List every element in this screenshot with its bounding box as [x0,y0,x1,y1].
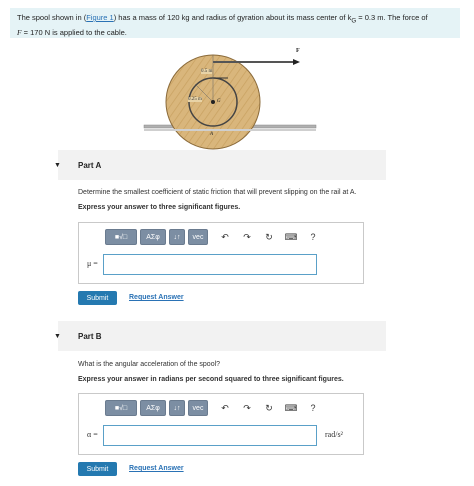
force-label: F [296,48,300,54]
part-a-question: Determine the smallest coefficient of static friction that will prevent slipping on the rail at A. [78,189,357,196]
symbols-button[interactable]: ΑΣφ [140,229,166,245]
undo-icon[interactable]: ↶ [221,402,229,413]
outer-radius-label: 0.5 m [201,69,213,74]
templates-button[interactable]: ■√□ [105,400,137,416]
reset-icon[interactable]: ↻ [265,402,273,413]
part-a-instruction: Express your answer to three significant figures. [78,204,241,211]
unit-label: rad/s² [325,430,343,439]
contact-label: A [210,132,214,137]
keyboard-icon[interactable]: ⌨ [284,402,298,413]
equation-toolbar [105,400,321,416]
part-a-header[interactable] [54,150,386,180]
part-a-submit-button[interactable]: Submit [78,291,117,305]
keyboard-icon[interactable]: ⌨ [284,231,298,242]
mu-label: μ = [87,259,98,268]
redo-icon[interactable]: ↷ [243,402,251,413]
help-icon[interactable]: ? [310,232,316,242]
mu-input[interactable] [103,254,317,275]
force-var: F [17,27,22,37]
spool-figure [140,44,320,152]
part-b-title: Part B [78,331,102,341]
part-b-question: What is the angular acceleration of the spool? [78,361,221,368]
problem-text-2: ) has a mass of 120 kg and radius of gyration about its mass center of k [113,13,352,22]
vec-button[interactable]: vec [188,400,208,416]
arrows-button[interactable]: ↓↑ [169,229,185,245]
problem-statement [10,8,460,38]
part-b-header[interactable] [54,321,386,351]
help-icon[interactable]: ? [310,403,316,413]
collapse-triangle-icon[interactable]: ▼ [54,161,61,169]
part-b-submit-button[interactable]: Submit [78,462,117,476]
symbols-button[interactable]: ΑΣφ [140,400,166,416]
figure-link[interactable]: Figure 1 [86,13,114,22]
inner-radius-label: 0.25 m [188,97,202,102]
problem-text-1: The spool shown in ( [17,13,87,22]
part-a-answer-box [78,222,364,284]
problem-text-3: = 0.3 m. The force of [356,13,428,22]
part-b-instruction: Express your answer in radians per second squared to three significant figures. [78,376,344,383]
problem-sub: G [351,17,357,25]
arrows-button[interactable]: ↓↑ [169,400,185,416]
undo-icon[interactable]: ↶ [221,231,229,242]
reset-icon[interactable]: ↻ [265,231,273,242]
redo-icon[interactable]: ↷ [243,231,251,242]
vec-button[interactable]: vec [188,229,208,245]
problem-text-4: = 170 N is applied to the cable. [21,27,127,37]
collapse-triangle-icon[interactable]: ▼ [54,332,61,340]
alpha-input[interactable] [103,425,317,446]
center-label: G [217,99,221,104]
alpha-label: α = [87,430,98,439]
part-a-title: Part A [78,160,102,170]
part-b-request-answer[interactable]: Request Answer [129,465,184,472]
equation-toolbar [105,229,321,245]
part-a-request-answer[interactable]: Request Answer [129,294,184,301]
templates-button[interactable]: ■√□ [105,229,137,245]
part-b-answer-box [78,393,364,455]
